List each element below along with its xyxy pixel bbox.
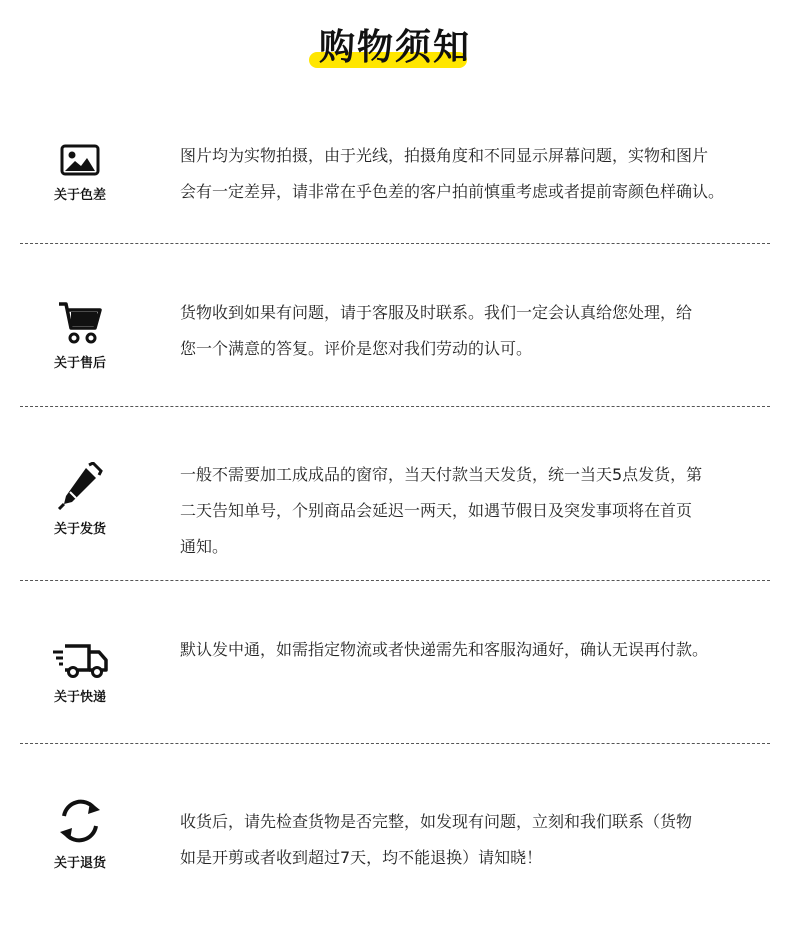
pen-icon [56,462,104,510]
section-icon-column [30,144,130,203]
divider [20,243,770,244]
text-line: 二天告知单号，个别商品会延迟一两天，如遇节假日及突发事项将在首页 [180,501,693,520]
section-icon-column [30,300,130,371]
section-text [180,295,770,367]
truck-icon [51,642,109,678]
text-line: 默认发中通，如需指定物流或者快递需先和客服沟通好，确认无误再付款。 [180,640,709,659]
text-line: 收货后，请先检查货物是否完整，如发现有问题，立刻和我们联系（货物 [180,812,693,831]
section-text [180,138,770,210]
text-line: 货物收到如果有问题，请于客服及时联系。我们一定会认真给您处理，给 [180,303,693,322]
divider [20,406,770,407]
section-label: 关于色差 [53,188,106,203]
text-line: 如是开剪或者收到超过7天，均不能退换）请知晓！ [180,848,543,867]
section-text [180,457,770,565]
section-icon-column [30,642,130,705]
section-label: 关于售后 [53,356,106,371]
section-icon-column [30,462,130,537]
text-line: 通知。 [180,537,229,556]
divider [20,580,770,581]
divider [20,743,770,744]
cart-icon [57,300,103,344]
page-title: 购物须知 [318,27,471,68]
section-icon-column [30,798,130,871]
text-line: 您一个满意的答复。评价是您对我们劳动的认可。 [180,339,533,358]
text-line: 一般不需要加工成成品的窗帘，当天付款当天发货，统一当天5点发货，第 [180,465,703,484]
section-label: 关于发货 [53,522,106,537]
section-text [180,632,770,668]
image-icon [60,144,100,176]
return-icon [56,798,104,844]
section-text [180,804,770,876]
text-line: 会有一定差异，请非常在乎色差的客户拍前慎重考虑或者提前寄颜色样确认。 [180,182,725,201]
page-header [0,22,790,82]
section-label: 关于快递 [53,690,106,705]
section-label: 关于退货 [53,856,106,871]
text-line: 图片均为实物拍摄，由于光线，拍摄角度和不同显示屏幕问题，实物和图片 [180,146,709,165]
